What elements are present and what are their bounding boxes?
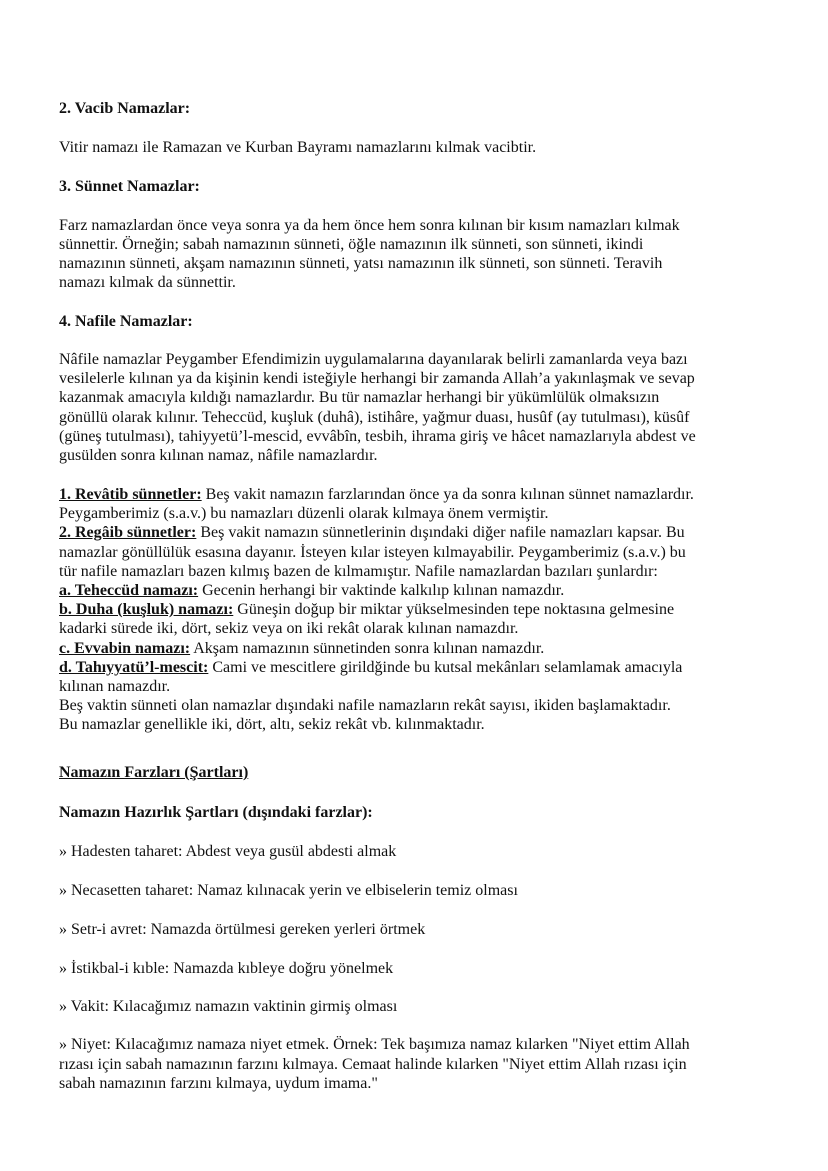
text-line bbox=[59, 562, 658, 581]
text-line bbox=[59, 1055, 687, 1074]
line-text: » Niyet: Kılacağımız namaza niyet etmek. Örnek: Tek başımıza namaz kılarken "Niyet ettim Allah bbox=[59, 1036, 690, 1053]
line-text: 2. Vacib Namazlar: bbox=[59, 100, 191, 117]
text-line bbox=[59, 216, 680, 235]
line-text: » Necasetten taharet: Namaz kılınacak yerin ve elbiselerin temiz olması bbox=[59, 882, 518, 899]
line-text: rızası için sabah namazının farzını kılmaya. Cemaat halinde kılarken "Niyet ettim Allah rızası için bbox=[59, 1056, 687, 1073]
text-line bbox=[59, 523, 685, 542]
line-text: » Setr-i avret: Namazda örtülmesi gereken yerleri örtmek bbox=[59, 921, 426, 938]
line-text: namazının sünneti, akşam namazının sünneti, yatsı namazının ilk sünneti, son sünneti. Teravih bbox=[59, 255, 663, 272]
section-heading bbox=[59, 803, 373, 822]
line-text: vesilelerle kılınan ya da kişinin kendi isteğiyle herhangi bir zamanda Allah’a yakınlaşmak ve sevap bbox=[59, 370, 695, 387]
line-text: Peygamberimiz (s.a.v.) bu namazları düzenli olarak kılmaya önem vermiştir. bbox=[59, 505, 549, 522]
line-text: kazanmak amacıyla kıldığı namazlardır. Bu tür namazlar herhangi bir yükümlülük olmaksızın bbox=[59, 389, 660, 406]
text-line bbox=[59, 485, 694, 504]
text-line bbox=[59, 881, 518, 900]
text-line bbox=[59, 639, 544, 658]
text-line bbox=[59, 715, 485, 734]
line-text: Beş vaktin sünneti olan namazlar dışındaki nafile namazların rekât sayısı, ikiden başlamaktadır. bbox=[59, 697, 671, 714]
line-text: » İstikbal-i kıble: Namazda kıbleye doğru yönelmek bbox=[59, 960, 394, 977]
text-line bbox=[59, 369, 695, 388]
section-heading bbox=[59, 99, 190, 118]
line-text: kılınan namazdır. bbox=[59, 678, 171, 695]
text-line bbox=[59, 408, 689, 427]
term-label: a. Teheccüd namazı: bbox=[59, 582, 199, 599]
line-text: Beş vakit namazın sünnetlerinin dışındaki diğer nafile namazları kapsar. Bu bbox=[196, 524, 685, 541]
text-line bbox=[59, 427, 696, 446]
text-line bbox=[59, 619, 518, 638]
line-text: Bu namazlar genellikle iki, dört, altı, sekiz rekât vb. kılınmaktadır. bbox=[59, 716, 485, 733]
line-text: Güneşin doğup bir miktar yükselmesinden tepe noktasına gelmesine bbox=[233, 601, 675, 618]
term-label: d. Tahıyyatü’l-mescit: bbox=[59, 659, 209, 676]
text-line bbox=[59, 581, 564, 600]
text-line bbox=[59, 677, 170, 696]
term-label: c. Evvabin namazı: bbox=[59, 640, 191, 657]
line-text: Namazın Hazırlık Şartları (dışındaki farzlar): bbox=[59, 804, 373, 821]
text-line bbox=[59, 388, 659, 407]
line-text: sünnettir. Örneğin; sabah namazının sünneti, öğle namazının ilk sünneti, son sünneti, ikindi bbox=[59, 236, 644, 253]
text-line bbox=[59, 350, 688, 369]
text-line bbox=[59, 658, 682, 677]
text-line bbox=[59, 997, 397, 1016]
line-text: 4. Nafile Namazlar: bbox=[59, 313, 193, 330]
line-text: » Vakit: Kılacağımız namazın vaktinin girmiş olması bbox=[59, 998, 398, 1015]
text-line bbox=[59, 446, 378, 465]
line-text: namazlar gönüllülük esasına dayanır. İsteyen kılar isteyen kılmayabilir. Peygamberimiz (s.a.v.) bu bbox=[59, 544, 686, 561]
line-text: Akşam namazının sünnetinden sonra kılınan namazdır. bbox=[190, 640, 545, 657]
text-line bbox=[59, 600, 674, 619]
text-line bbox=[59, 254, 662, 273]
term-label: b. Duha (kuşluk) namazı: bbox=[59, 601, 234, 618]
line-text: gönüllü olarak kılınır. Teheccüd, kuşluk (duhâ), istihâre, yağmur duası, husûf (ay tutulması), küsûf bbox=[59, 409, 690, 426]
term-label: 1. Revâtib sünnetler: bbox=[59, 486, 202, 503]
term-label: 2. Regâib sünnetler: bbox=[59, 524, 197, 541]
text-line bbox=[59, 1074, 378, 1093]
text-line bbox=[59, 959, 393, 978]
text-line bbox=[59, 235, 643, 254]
line-text: Beş vakit namazın farzlarından önce ya da sonra kılınan sünnet namazlardır. bbox=[201, 486, 694, 503]
text-line bbox=[59, 1035, 690, 1054]
text-line bbox=[59, 696, 671, 715]
line-text: tür nafile namazları bazen kılmış bazen de kılmamıştır. Nafile namazlardan bazıları şunlardır: bbox=[59, 563, 658, 580]
section-heading bbox=[59, 763, 248, 782]
line-text: 3. Sünnet Namazlar: bbox=[59, 178, 200, 195]
line-text: Nâfile namazlar Peygamber Efendimizin uygulamalarına dayanılarak belirli zamanlarda veya bazı bbox=[59, 351, 688, 368]
section-heading bbox=[59, 177, 200, 196]
section-heading bbox=[59, 312, 193, 331]
line-text: Gecenin herhangi bir vaktinde kalkılıp kılınan namazdır. bbox=[198, 582, 565, 599]
text-line bbox=[59, 543, 686, 562]
text-line bbox=[59, 273, 236, 292]
text-line bbox=[59, 920, 425, 939]
line-text: kadarki sürede iki, dört, sekiz veya on iki rekât olarak kılınan namazdır. bbox=[59, 620, 519, 637]
line-text: sabah namazının farzını kılmaya, uydum imama." bbox=[59, 1075, 378, 1092]
line-text: Vitir namazı ile Ramazan ve Kurban Bayramı namazlarını kılmak vacibtir. bbox=[59, 139, 537, 156]
text-line bbox=[59, 138, 536, 157]
line-text: (güneş tutulması), tahiyyetü’l-mescid, evvâbîn, tesbih, ihrama giriş ve hâcet namazlarıyla abdest ve bbox=[59, 428, 696, 445]
line-text: Farz namazlardan önce veya sonra ya da hem önce hem sonra kılınan bir kısım namazları kılmak bbox=[59, 217, 680, 234]
line-text: » Hadesten taharet: Abdest veya gusül abdesti almak bbox=[59, 843, 397, 860]
text-line bbox=[59, 842, 396, 861]
line-text: gusülden sonra kılınan namaz, nâfile namazlardır. bbox=[59, 447, 378, 464]
line-text: Cami ve mescitlere girildğinde bu kutsal mekânları selamlamak amacıyla bbox=[208, 659, 683, 676]
line-text: Namazın Farzları (Şartları) bbox=[59, 764, 249, 781]
line-text: namazı kılmak da sünnettir. bbox=[59, 274, 236, 291]
text-line bbox=[59, 504, 548, 523]
